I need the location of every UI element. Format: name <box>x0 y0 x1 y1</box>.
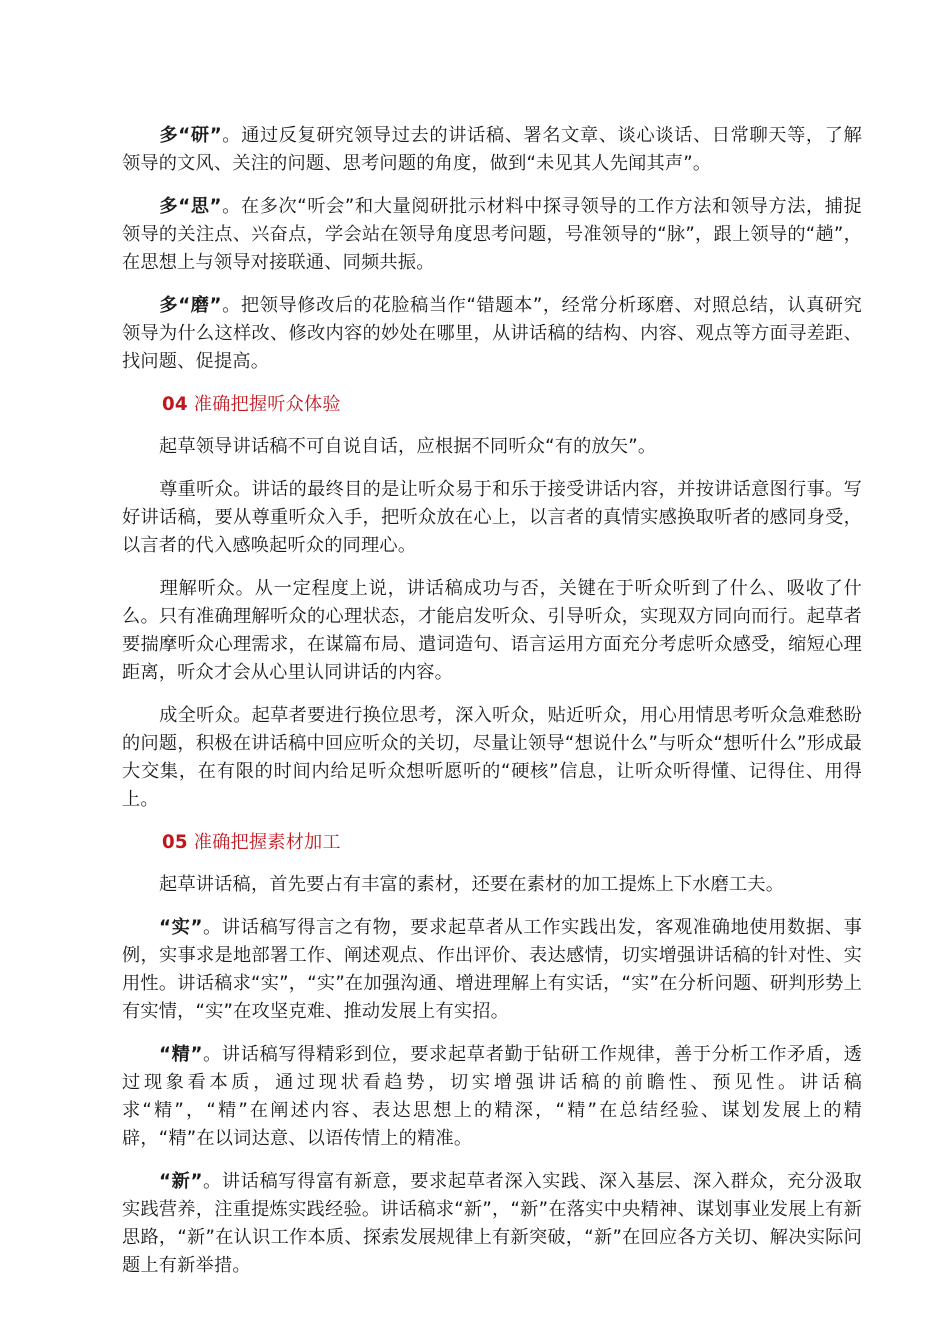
paragraph-text: 。讲话稿写得富有新意，要求起草者深入实践、深入基层、深入群众，充分汲取实践营养，注重提炼实践经验。讲话稿求“新”，“新”在落实中央精神、谋划事业发展上有新思路，“新”在认识工作本质、探索发展规律上有新突破，“新”在回应各方关切、解决实际问题上有新举措。 <box>122 1171 862 1276</box>
paragraph-text: 成全听众。起草者要进行换位思考，深入听众，贴近听众，用心用情思考听众急难愁盼的问题，积极在讲话稿中回应听众的关切，尽量让领导“想说什么”与听众“想听什么”形成最大交集，在有限的时间内给足听众想听愿听的“硬核”信息，让听众听得懂、记得住、用得上。 <box>122 705 862 810</box>
paragraph-duo-yan <box>122 122 862 178</box>
paragraph-keyword: “新” <box>159 1171 203 1192</box>
paragraph-keyword: 多“研” <box>159 125 222 146</box>
paragraph-keyword: “精” <box>159 1044 203 1065</box>
section-heading-05 <box>122 829 862 857</box>
paragraph-text: 起草领导讲话稿不可自说自话，应根据不同听众“有的放矢”。 <box>159 436 657 457</box>
paragraph-duo-si <box>122 193 862 277</box>
paragraph-shi <box>122 914 862 1026</box>
section-title: 准确把握听众体验 <box>193 394 341 415</box>
paragraph-keyword: 多“磨” <box>159 295 222 316</box>
paragraph-jing <box>122 1041 862 1153</box>
paragraph-intro-material <box>122 871 862 899</box>
paragraph-keyword: 多“思” <box>159 196 222 217</box>
document-page <box>122 122 862 1295</box>
paragraph-duo-mo <box>122 292 862 376</box>
paragraph-xin <box>122 1168 862 1280</box>
section-number: 05 <box>162 832 188 853</box>
paragraph-text: 。通过反复研究领导过去的讲话稿、署名文章、谈心谈话、日常聊天等，了解领导的文风、关注的问题、思考问题的角度，做到“未见其人先闻其声”。 <box>122 125 862 174</box>
paragraph-text: 起草讲话稿，首先要占有丰富的素材，还要在素材的加工提炼上下水磨工夫。 <box>159 874 785 895</box>
paragraph-intro-listeners <box>122 433 862 461</box>
paragraph-text: 。在多次“听会”和大量阅研批示材料中探寻领导的工作方法和领导方法，捕捉领导的关注点、兴奋点，学会站在领导角度思考问题，号准领导的“脉”，跟上领导的“趟”，在思想上与领导对接联通、同频共振。 <box>122 196 862 273</box>
paragraph-fulfill-listeners <box>122 702 862 814</box>
paragraph-understand-listeners <box>122 575 862 687</box>
section-number: 04 <box>162 394 188 415</box>
paragraph-respect-listeners <box>122 476 862 560</box>
paragraph-text: 。讲话稿写得言之有物，要求起草者从工作实践出发，客观准确地使用数据、事例，实事求是地部署工作、阐述观点、作出评价、表达感情，切实增强讲话稿的针对性、实用性。讲话稿求“实”，“实”在加强沟通、增进理解上有实话，“实”在分析问题、研判形势上有实情，“实”在攻坚克难、推动发展上有实招。 <box>122 917 862 1022</box>
paragraph-text: 。讲话稿写得精彩到位，要求起草者勤于钻研工作规律，善于分析工作矛盾，透过现象看本质，通过现状看趋势，切实增强讲话稿的前瞻性、预见性。讲话稿求“精”，“精”在阐述内容、表达思想上的精深，“精”在总结经验、谋划发展上的精辟，“精”在以词达意、以语传情上的精准。 <box>122 1044 862 1149</box>
section-heading-04 <box>122 391 862 419</box>
paragraph-text: 。把领导修改后的花脸稿当作“错题本”，经常分析琢磨、对照总结，认真研究领导为什么这样改、修改内容的妙处在哪里，从讲话稿的结构、内容、观点等方面寻差距、找问题、促提高。 <box>122 295 862 372</box>
section-title: 准确把握素材加工 <box>193 832 341 853</box>
paragraph-text: 理解听众。从一定程度上说，讲话稿成功与否，关键在于听众听到了什么、吸收了什么。只有准确理解听众的心理状态，才能启发听众、引导听众，实现双方同向而行。起草者要揣摩听众心理需求，在谋篇布局、遣词造句、语言运用方面充分考虑听众感受，缩短心理距离，听众才会从心里认同讲话的内容。 <box>122 578 862 683</box>
paragraph-keyword: “实” <box>159 917 203 938</box>
paragraph-text: 尊重听众。讲话的最终目的是让听众易于和乐于接受讲话内容，并按讲话意图行事。写好讲话稿，要从尊重听众入手，把听众放在心上，以言者的真情实感换取听者的感同身受，以言者的代入感唤起听众的同理心。 <box>122 479 862 556</box>
